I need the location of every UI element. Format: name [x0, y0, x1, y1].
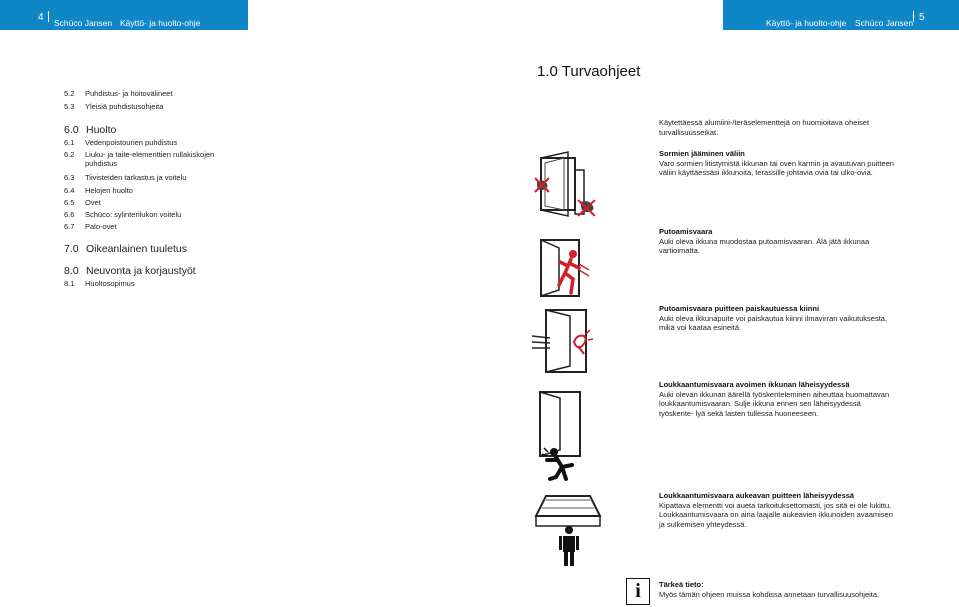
- info-text: Myös tämän ohjeen muissa kohdissa annetaan turvallisuusohjeita.: [659, 589, 880, 599]
- header-separator-right: [913, 11, 914, 22]
- page-number-right: 5: [919, 12, 925, 23]
- warning-text: Auki oleva ikkuna muodostaa putoamisvaaran. Älä jätä ikkunaa vartioimatta.: [659, 236, 870, 255]
- page-number-left: 4: [38, 12, 44, 23]
- warning-text: Varo sormien litistymistä ikkunan tai oven karmin ja avautuvan puitteen väliin käyttäessäsi ikkunoita, terassille johtavia ovia tai ulko-ovia.: [659, 158, 894, 177]
- injury-window-icon: [530, 390, 592, 490]
- warning-heading: Putoamisvaara: [659, 227, 713, 236]
- warning-heading: Loukkaantumisvaara avoimen ikkunan läheisyydessä: [659, 380, 850, 389]
- warning-heading: Sormien jääminen väliin: [659, 149, 745, 158]
- header-bar-right: [723, 0, 959, 30]
- warning-text: Auki oleva ikkunapuite voi paiskautua kiinni ilmavirran vaikutuksesta, mikä voi kaataa esineitä.: [659, 313, 888, 332]
- warning-fall: [659, 227, 889, 256]
- header-brand-left: Schüco Jansen: [54, 18, 113, 28]
- slamming-sash-icon: [530, 306, 598, 376]
- section-title: 1.0 Turvaohjeet: [537, 63, 641, 80]
- warning-slam: [659, 304, 899, 333]
- header-separator-left: [48, 11, 49, 22]
- finger-pinch-icon: [533, 150, 603, 225]
- info-heading: Tärkeä tieto:: [659, 580, 704, 589]
- header-manual-right: Käyttö- ja huolto-ohje: [766, 18, 847, 28]
- warning-text: Auki olevan ikkunan äärellä työskenteleminen aiheuttaa huomattavan loukkaantumisvaaran. Sulje ikkuna ennen sen läheisyydessä työskente- lyä sekä lasten tullessa huoneeseen.: [659, 389, 890, 418]
- warning-heading: Putoamisvaara puitteen paiskautuessa kiinni: [659, 304, 820, 313]
- warning-text: Kipattava elementti voi aueta tarkoituksettomasti, jos sitä ei ole lukittu. Loukkaantumisvaara on aina laajalle aukeavien ikkunoiden avaamisen ja sulkemisen yhteydessä.: [659, 500, 893, 529]
- intro-text: Käytettäessä alumiini-/teräselementtejä on huomioitava oheiset turvallisuusseikat.: [659, 118, 870, 137]
- info-icon: i: [626, 578, 650, 605]
- warning-tilt-sash: [659, 491, 899, 529]
- info-note: [659, 580, 899, 599]
- warning-pinch: [659, 149, 899, 178]
- tilt-sash-icon: [532, 490, 604, 570]
- header-bar-left: [0, 0, 248, 30]
- header-manual-left: Käyttö- ja huolto-ohje: [120, 18, 201, 28]
- warning-open-window: [659, 380, 895, 418]
- warning-heading: Loukkaantumisvaara aukeavan puitteen läheisyydessä: [659, 491, 855, 500]
- fall-hazard-icon: [535, 234, 595, 300]
- header-brand-right: Schüco Jansen: [855, 18, 914, 28]
